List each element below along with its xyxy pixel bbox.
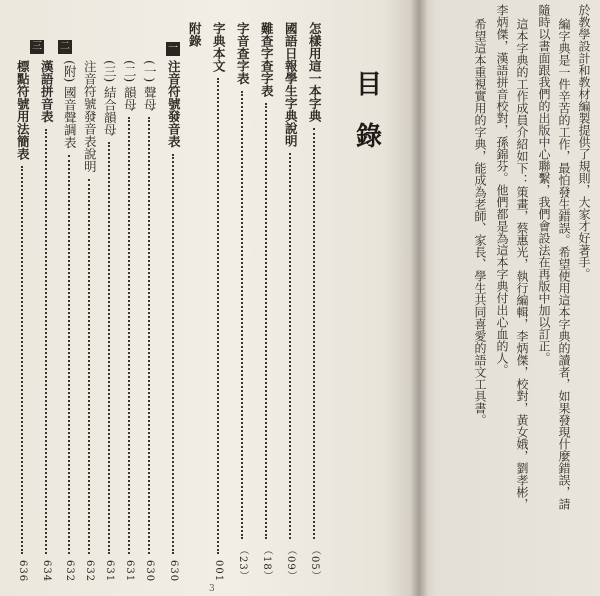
section-mark-1: 一 [168, 43, 178, 54]
toc-leader [313, 128, 315, 539]
preface-line: 於教學設計和教材編製提供了規則，大家才好著手。 [577, 4, 591, 280]
preface-page [418, 0, 600, 596]
toc-subentry[interactable] [121, 60, 137, 582]
toc-entry-appendix[interactable] [186, 22, 202, 582]
toc-entry-page: 631 [104, 559, 115, 582]
toc-entry-title: 標點符號用法簡表 [15, 60, 31, 160]
toc-entry-page: （23） [237, 545, 248, 582]
preface-line: 隨時以書面跟我們的出版中心聯繫，我們會設法在再版中加以訂正。 [537, 4, 551, 364]
toc-entry-title: (三) 結合韻母 [102, 60, 118, 137]
toc-heading-char-1: 目 [356, 70, 383, 100]
toc-entry-title: 國語日報學生字典說明 [283, 22, 299, 147]
toc-subentry[interactable] [101, 60, 117, 582]
toc-entry-title: (二) 韻母 [122, 60, 138, 112]
toc-entry-page: （18） [261, 545, 272, 582]
toc-heading-char-2: 錄 [356, 122, 383, 152]
toc-entry-title: 附錄 [187, 22, 203, 47]
toc-entry[interactable] [38, 60, 54, 582]
toc-entry[interactable] [210, 22, 226, 582]
toc-entry-title: 字典本文 [211, 22, 227, 72]
toc-entry-page: （09） [285, 545, 296, 582]
toc-entry-title: (附) 國音聲調表 [62, 60, 78, 149]
toc-leader [45, 129, 47, 554]
toc-entry-page: 634 [41, 559, 52, 582]
preface-line: 李炳傑，漢語拼音校對，孫錦芬。他們都是為這本字典付出心血的人。 [495, 4, 509, 376]
toc-entry-title: 漢語拼音表 [39, 60, 55, 123]
toc-entry-page: 630 [144, 559, 155, 582]
toc-entry-title: 注音符號發音表 [166, 60, 182, 148]
toc-entry[interactable] [306, 22, 322, 582]
toc-subentry[interactable] [61, 60, 77, 582]
toc-leader [289, 153, 291, 539]
toc-leader [21, 166, 23, 554]
toc-entry[interactable] [282, 22, 298, 582]
section-mark-2: 二 [60, 41, 70, 52]
preface-line: 編字典是一件辛苦的工作，最怕發生錯誤。希望使用這本字典的讀者，如果發現什麼錯誤，請 [557, 18, 571, 510]
toc-entry[interactable] [165, 60, 181, 582]
preface-line: 這本字典的工作成員介紹如下：策畫，蔡惠光，執行編輯，李炳傑，校對，黃女娥，劉孝彬， [515, 18, 529, 510]
book-gutter [410, 0, 428, 596]
toc-entry-title: 怎樣用這一本字典 [307, 22, 323, 122]
toc-entry-title: 注音符號發音表說明 [82, 60, 98, 173]
toc-entry-page: 001 [213, 559, 224, 582]
toc-entry[interactable] [234, 22, 250, 582]
toc-leader [128, 117, 130, 554]
toc-leader [241, 91, 243, 540]
toc-leader [68, 155, 70, 554]
toc-entry-page: 632 [84, 559, 95, 582]
toc-entry-title: 難查字查字表 [259, 22, 275, 97]
toc-subentry[interactable] [141, 60, 157, 582]
toc-entry[interactable] [258, 22, 274, 582]
toc-entry[interactable] [14, 60, 30, 582]
toc-entry-page: 632 [64, 559, 75, 582]
toc-leader [172, 154, 174, 554]
section-mark-3: 三 [32, 41, 42, 52]
toc-entry-title: (一) 聲母 [142, 60, 158, 112]
preface-line: 希望這本重視實用的字典，能成為老師、家長、學生共同喜愛的語文工具書。 [473, 18, 487, 426]
page-number: 3 [209, 584, 215, 594]
toc-entry-page: （05） [309, 545, 320, 582]
toc-subentry[interactable] [81, 60, 97, 582]
toc-entry-title: 字音查字表 [235, 22, 251, 85]
toc-entry-page: 631 [124, 559, 135, 582]
toc-leader [88, 179, 90, 554]
toc-leader [265, 103, 267, 539]
toc-leader [217, 78, 219, 554]
toc-entry-page: 636 [17, 559, 28, 582]
toc-leader [148, 117, 150, 554]
toc-entry-page: 630 [168, 559, 179, 582]
toc-leader [108, 142, 110, 554]
